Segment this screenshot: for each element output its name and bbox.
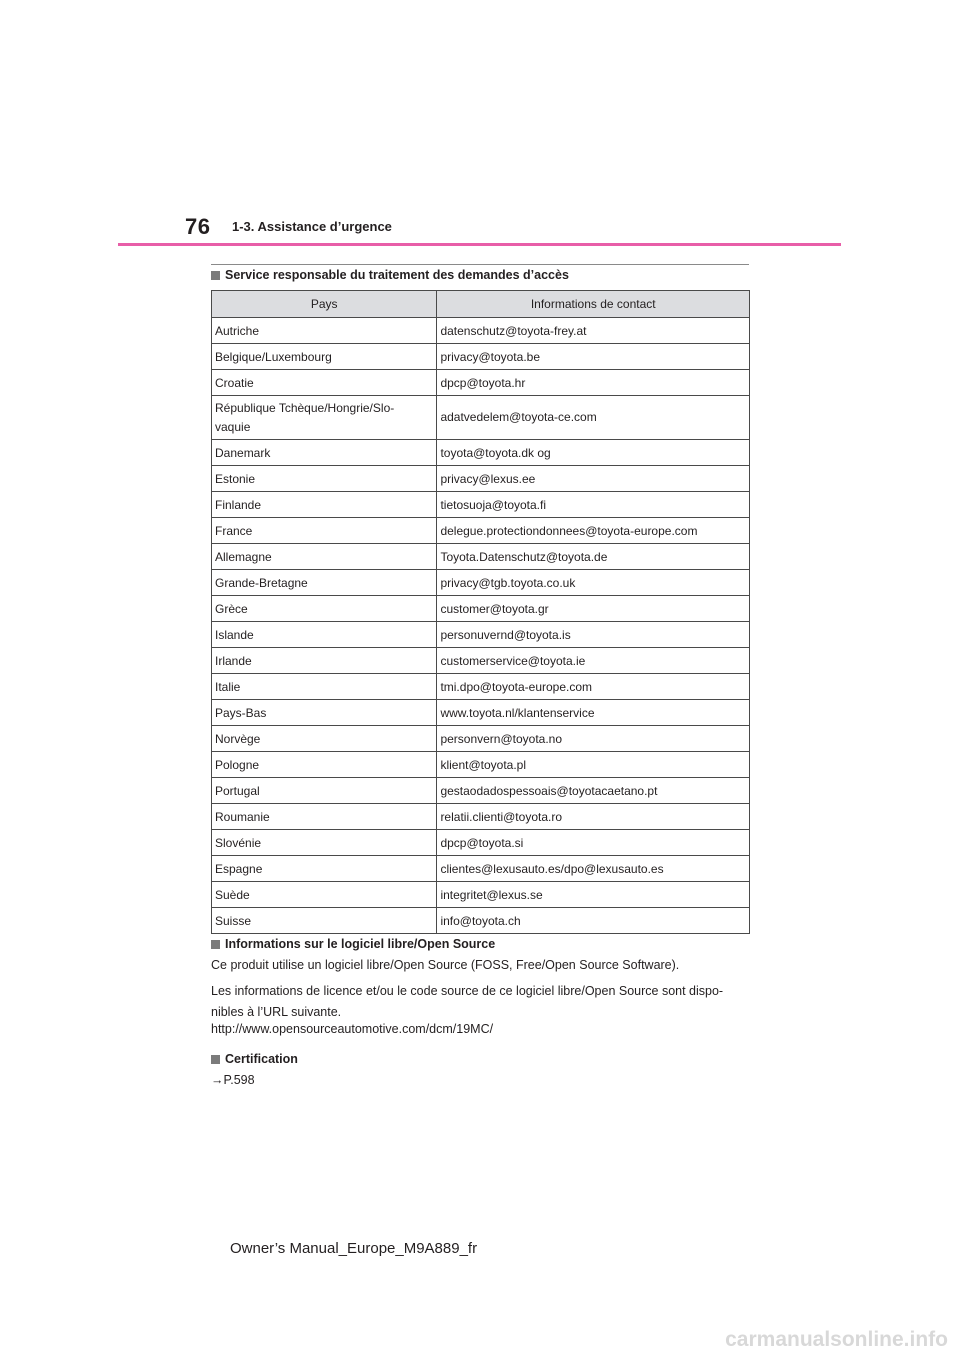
contact-cell: relatii.clienti@toyota.ro	[437, 804, 750, 830]
table-row	[212, 492, 750, 518]
country-cell: Estonie	[212, 466, 437, 492]
country-cell: Islande	[212, 622, 437, 648]
open-source-paragraph-2-line1: Les informations de licence et/ou le code source de ce logiciel libre/Open Source sont dispo-	[211, 984, 724, 998]
table-row	[212, 440, 750, 466]
country-cell: Croatie	[212, 370, 437, 396]
country-cell: France	[212, 518, 437, 544]
country-cell: Portugal	[212, 778, 437, 804]
contact-cell: customerservice@toyota.ie	[437, 648, 750, 674]
table-row	[212, 544, 750, 570]
contact-cell: adatvedelem@toyota-ce.com	[437, 396, 750, 440]
open-source-paragraph-2-line2: nibles à l’URL suivante.	[211, 1005, 342, 1019]
contact-cell: toyota@toyota.dk og	[437, 440, 750, 466]
table-row	[212, 856, 750, 882]
contact-cell: gestaodadospessoais@toyotacaetano.pt	[437, 778, 750, 804]
square-bullet-icon	[211, 271, 220, 280]
table-header-row	[212, 291, 750, 318]
header-divider	[118, 243, 841, 246]
table-row	[212, 570, 750, 596]
country-cell	[212, 396, 437, 440]
table-row	[212, 344, 750, 370]
contact-cell: Toyota.Datenschutz@toyota.de	[437, 544, 750, 570]
contact-cell: klient@toyota.pl	[437, 752, 750, 778]
table-row	[212, 700, 750, 726]
contact-cell: info@toyota.ch	[437, 908, 750, 934]
country-cell: Grèce	[212, 596, 437, 622]
column-header-country: Pays	[212, 291, 437, 318]
access-service-heading-text: Service responsable du traitement des demandes d’accès	[225, 268, 569, 282]
contact-cell: personvern@toyota.no	[437, 726, 750, 752]
contact-cell: www.toyota.nl/klantenservice	[437, 700, 750, 726]
country-cell: Grande-Bretagne	[212, 570, 437, 596]
open-source-paragraph-1: Ce produit utilise un logiciel libre/Open Source (FOSS, Free/Open Source Software).	[211, 958, 680, 972]
contact-cell: privacy@toyota.be	[437, 344, 750, 370]
country-cell-line1: République Tchèque/Hongrie/Slo-	[215, 400, 395, 415]
open-source-url: http://www.opensourceautomotive.com/dcm/19MC/	[211, 1022, 494, 1036]
contact-cell: tietosuoja@toyota.fi	[437, 492, 750, 518]
open-source-paragraph-2	[211, 981, 723, 1023]
contact-cell: dpcp@toyota.si	[437, 830, 750, 856]
table-row	[212, 518, 750, 544]
country-cell: Irlande	[212, 648, 437, 674]
contact-cell: personuvernd@toyota.is	[437, 622, 750, 648]
contact-cell: tmi.dpo@toyota-europe.com	[437, 674, 750, 700]
country-cell: Pays-Bas	[212, 700, 437, 726]
certification-heading	[211, 1052, 298, 1066]
country-cell: Roumanie	[212, 804, 437, 830]
open-source-heading-text: Informations sur le logiciel libre/Open Source	[225, 937, 496, 951]
country-cell: Suède	[212, 882, 437, 908]
contact-cell: dpcp@toyota.hr	[437, 370, 750, 396]
table-row	[212, 370, 750, 396]
table-row	[212, 804, 750, 830]
contact-cell: customer@toyota.gr	[437, 596, 750, 622]
country-cell: Slovénie	[212, 830, 437, 856]
contact-cell: privacy@lexus.ee	[437, 466, 750, 492]
square-bullet-icon	[211, 940, 220, 949]
contact-cell: clientes@lexusauto.es/dpo@lexusauto.es	[437, 856, 750, 882]
country-cell: Autriche	[212, 318, 437, 344]
country-cell: Suisse	[212, 908, 437, 934]
country-cell: Italie	[212, 674, 437, 700]
column-header-contact: Informations de contact	[437, 291, 750, 318]
contact-cell: privacy@tgb.toyota.co.uk	[437, 570, 750, 596]
certification-reference[interactable]	[211, 1070, 255, 1091]
table-row	[212, 648, 750, 674]
table-row	[212, 396, 750, 440]
watermark: carmanualsonline.info	[725, 1328, 948, 1351]
country-cell: Pologne	[212, 752, 437, 778]
section-title: 1-3. Assistance d’urgence	[232, 219, 392, 234]
table-row	[212, 596, 750, 622]
section-divider	[211, 264, 749, 265]
access-service-heading	[211, 268, 569, 282]
table-row	[212, 882, 750, 908]
country-cell-line2: vaquie	[215, 419, 251, 434]
country-cell: Norvège	[212, 726, 437, 752]
footer-manual-id: Owner’s Manual_Europe_M9A889_fr	[230, 1240, 478, 1257]
table-row	[212, 908, 750, 934]
table-row	[212, 318, 750, 344]
country-cell: Finlande	[212, 492, 437, 518]
square-bullet-icon	[211, 1055, 220, 1064]
country-cell: Espagne	[212, 856, 437, 882]
country-cell: Danemark	[212, 440, 437, 466]
contact-cell: delegue.protectiondonnees@toyota-europe.com	[437, 518, 750, 544]
certification-heading-text: Certification	[225, 1052, 298, 1066]
open-source-heading	[211, 937, 495, 951]
contact-cell: datenschutz@toyota-frey.at	[437, 318, 750, 344]
table-row	[212, 466, 750, 492]
table-row	[212, 674, 750, 700]
arrow-right-icon: →	[211, 1073, 224, 1087]
page-reference-link[interactable]: P.598	[223, 1073, 255, 1087]
table-row	[212, 726, 750, 752]
table-row	[212, 778, 750, 804]
country-cell: Belgique/Luxembourg	[212, 344, 437, 370]
page-number: 76	[185, 214, 211, 239]
table-row	[212, 752, 750, 778]
table-row	[212, 830, 750, 856]
country-cell: Allemagne	[212, 544, 437, 570]
contact-cell: integritet@lexus.se	[437, 882, 750, 908]
contact-table	[211, 290, 750, 934]
table-row	[212, 622, 750, 648]
